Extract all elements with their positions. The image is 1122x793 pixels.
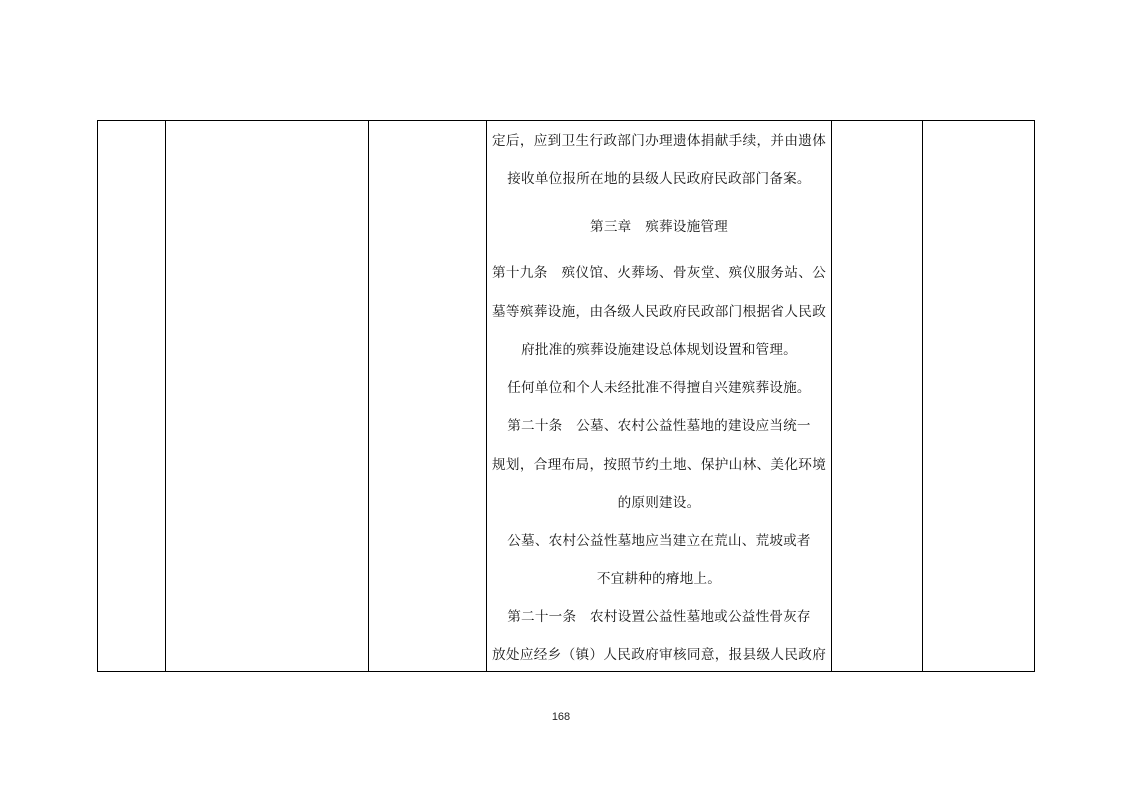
text-line: 府批准的殡葬设施建设总体规划设置和管理。 [521, 342, 797, 358]
table-cell-empty-5 [832, 121, 923, 672]
text-line: 任何单位和个人未经批准不得擅自兴建殡葬设施。 [507, 380, 811, 396]
table-cell-empty-3 [369, 121, 487, 672]
table-cell-empty-2 [166, 121, 369, 672]
article-heading-line: 第十九条 殡仪馆、火葬场、骨灰堂、殡仪服务站、公 [492, 265, 826, 281]
chapter-heading: 第三章 殡葬设施管理 [590, 219, 728, 235]
article-heading-line: 第二十条 公墓、农村公益性墓地的建设应当统一 [507, 418, 811, 434]
text-line: 规划，合理布局，按照节约土地、保护山林、美化环境 [492, 457, 826, 473]
table-row [98, 121, 1035, 672]
text-line: 公墓、农村公益性墓地应当建立在荒山、荒坡或者 [507, 533, 811, 549]
article-heading-line: 第二十一条 农村设置公益性墓地或公益性骨灰存 [507, 609, 811, 625]
table-cell-empty-1 [98, 121, 166, 672]
table-cell-regulation-text [487, 121, 832, 672]
text-line: 不宜耕种的瘠地上。 [596, 571, 722, 587]
regulation-table [97, 120, 1035, 672]
text-line: 定后，应到卫生行政部门办理遗体捐献手续，并由遗体 [492, 133, 826, 149]
text-line: 放处应经乡（镇）人民政府审核同意，报县级人民政府 [492, 647, 826, 663]
text-line: 接收单位报所在地的县级人民政府民政部门备案。 [507, 171, 811, 187]
text-line: 的原则建设。 [617, 495, 701, 511]
text-line: 墓等殡葬设施，由各级人民政府民政部门根据省人民政 [492, 304, 826, 320]
page-number: 168 [551, 711, 571, 723]
table-cell-empty-6 [923, 121, 1035, 672]
regulation-text [487, 121, 831, 673]
